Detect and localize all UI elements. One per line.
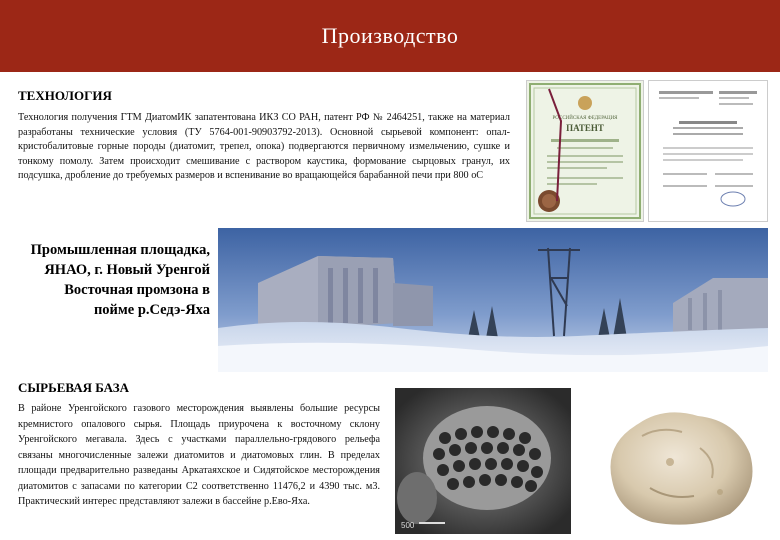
raw-base-heading: СЫРЬЕВАЯ БАЗА [18,380,129,395]
micrograph-scale-label: 500 [401,521,415,530]
technology-text: Технология получения ГТМ ДиатомИК запатентована ИКЗ СО РАН, патент РФ № 2464251, также на материал разработаны технические условия (ТУ 5764-001-90903792-2013). Основной сырьевой компонент: опал-кристобалитовые горные породы (диатомит, трепел, опока) подвергаются первичному измельчению, сушке и тонкому помолу. Затем происходит смешивание с раствором каустика, формование сырцовых гранул, их подсушка, дробление до требуемых размеров и вспенивание во вращающейся барабанной печи при 800 оС [18,112,510,182]
technology-heading: ТЕХНОЛОГИЯ [18,88,112,103]
patent-doc-title: ПАТЕНТ [566,123,604,133]
page-title: Производство [321,23,459,48]
page-header [0,0,780,72]
industrial-site-photo [218,228,768,372]
technical-specification-image [648,80,768,222]
patent-certificate-image [526,80,644,222]
raw-base-text: В районе Уренгойского газового месторождения выявлены большие ресурсы кремнистого опалового сырья. Площадь приурочена к восточному склону Уренгойского мегавала. Здесь с участками параллельно-грядового рельефа связаны многочисленные залежи диатомитов и диатомовых глин. В пределах площади предварительно разведаны Аркатаяхское и Сидятойское месторождения диатомитов с запасами по категории С2 соответственно 11476,2 и 4390 тыс. м3. Практический интерес представляют залежи в бассейне р.Ево-Яха. [18,403,380,507]
diatomite-rock-photo [590,396,768,534]
patent-emblem-text: РОССИЙСКАЯ ФЕДЕРАЦИЯ [552,116,618,121]
site-caption: Промышленная площадка, ЯНАО, г. Новый Уренгой Восточная промзона в пойме р.Седэ-Яха [30,242,210,318]
diatom-micrograph [395,388,571,534]
